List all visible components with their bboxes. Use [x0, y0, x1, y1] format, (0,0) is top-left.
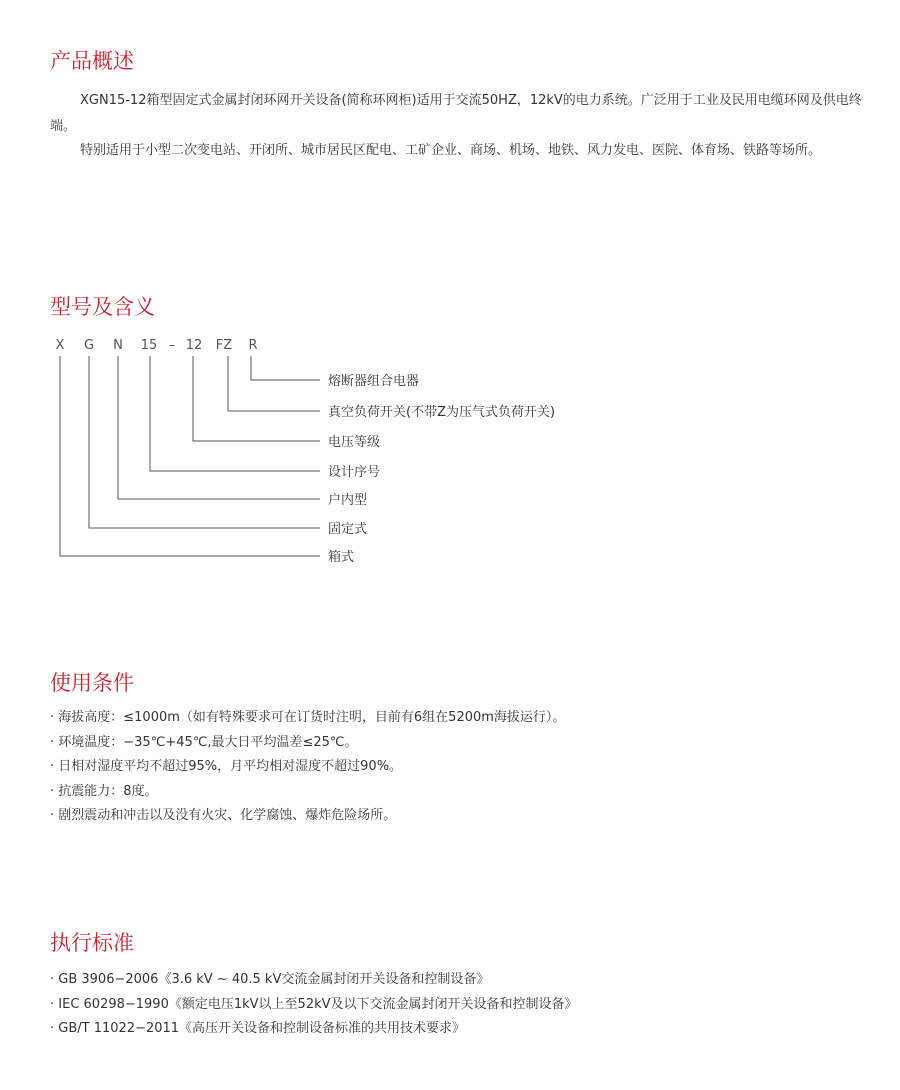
meaning-fixed-type: 固定式	[328, 522, 368, 537]
condition-humidity: · 日相对湿度平均不超过95%，月平均相对湿度不超过90%。	[50, 759, 403, 774]
standards-list	[50, 968, 578, 1042]
condition-environment: · 剧烈震动和冲击以及没有火灾、化学腐蚀、爆炸危险场所。	[50, 808, 397, 823]
leader-line-fz	[228, 356, 320, 411]
standard-iec60298: · IEC 60298−1990《额定电压1kV以上至52kV及以下交流金属封闭开关设备和控制设备》	[50, 996, 578, 1012]
condition-temperature: · 环境温度：−35℃+45℃,最大日平均温差≤25℃。	[50, 734, 358, 750]
model-title: 型号及含义	[50, 295, 155, 319]
meaning-fuse-combination: 熔断器组合电器	[328, 374, 420, 389]
code-r: R	[248, 338, 258, 353]
leader-line-x	[60, 356, 320, 556]
standards-title: 执行标准	[50, 931, 134, 955]
code-dash: –	[168, 338, 176, 353]
conditions-title: 使用条件	[50, 671, 134, 695]
conditions-list	[50, 706, 565, 829]
standard-gbt11022: · GB/T 11022−2011《高压开关设备和控制设备标准的共用技术要求》	[50, 1021, 466, 1036]
overview-title: 产品概述	[50, 49, 134, 73]
condition-seismic: · 抗震能力：8度。	[50, 783, 158, 799]
meaning-vacuum-load-switch: 真空负荷开关(不带Z为压气式负荷开关)	[328, 405, 556, 420]
code-n: N	[113, 338, 123, 353]
code-15: 15	[140, 338, 158, 353]
overview-paragraph-1: XGN15-12箱型固定式金属封闭环网开关设备(简称环网柜)适用于交流50HZ，12kV的电力系统。广泛用于工业及民用电缆环网及供电终端。	[50, 93, 862, 134]
meaning-voltage-level: 电压等级	[328, 435, 381, 450]
meaning-indoor-type: 户内型	[328, 493, 368, 508]
leader-line-12	[193, 356, 320, 441]
leader-line-n	[118, 356, 320, 499]
meaning-design-number: 设计序号	[328, 465, 381, 480]
leader-line-r	[251, 356, 320, 380]
code-12: 12	[185, 338, 203, 353]
code-x: X	[55, 338, 65, 353]
condition-altitude: · 海拔高度：≤1000m（如有特殊要求可在订货时注明，目前有6组在5200m海拔运行）。	[50, 710, 566, 725]
code-fz: FZ	[215, 338, 233, 353]
leader-line-15	[150, 356, 320, 471]
meaning-box-type: 箱式	[328, 550, 355, 565]
leader-line-g	[89, 356, 320, 528]
overview-paragraph-2: 特别适用于小型二次变电站、开闭所、城市居民区配电、工矿企业、商场、机场、地铁、风力发电、医院、体育场、铁路等场所。	[80, 143, 822, 158]
code-g: G	[83, 338, 95, 353]
standard-gb3906: · GB 3906−2006《3.6 kV ~ 40.5 kV交流金属封闭开关设备和控制设备》	[50, 972, 490, 987]
